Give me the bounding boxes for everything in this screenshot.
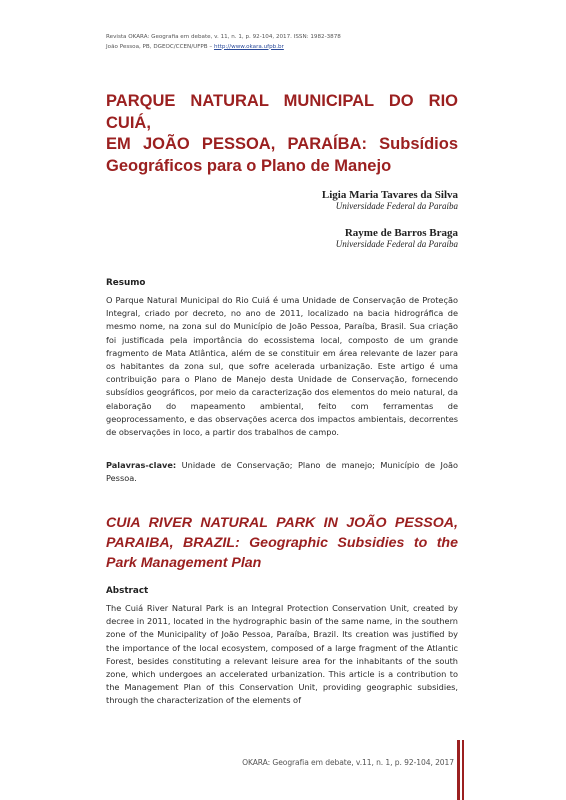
resumo-heading: Resumo [106, 278, 146, 288]
footer-accent-bar-thin [462, 740, 464, 800]
abstract-heading: Abstract [106, 586, 149, 596]
article-title [106, 91, 458, 177]
article-title-line-1: PARQUE NATURAL MUNICIPAL DO RIO CUIÁ, [106, 92, 458, 132]
resumo-text: O Parque Natural Municipal do Rio Cuiá é uma Unidade de Conservação de Proteção Integral, criado por decreto, no ano de 2011, localizado na bacia hidrográfica de mesmo nome, na zona sul do Município de João Pessoa, Paraíba, Brasil. Sua criação foi justificada pela importância do ecossistema local, composto de um grande fragmento de Mata Atlântica, além de se constituir em área relevante de lazer para os habitantes da zona sul, que sofre acelerada urbanização. Este artigo é uma contribuição para o Plano de Manejo desta Unidade de Conservação, fornecendo subsídios geográficos, por meio da caracterização dos elementos do meio natural, da elaboração do mapeamento ambiental, feito com ferramentas de geoprocessamento, e das observações acerca dos impactos ambientais, decorrentes de observações in loco, a partir dos trabalhos de campo. [106, 295, 458, 438]
author-2-affiliation: Universidade Federal da Paraíba [335, 239, 458, 249]
article-title-line-2: EM JOÃO PESSOA, PARAÍBA: Subsídios [106, 135, 458, 153]
keywords-label: Palavras-clave: [106, 460, 177, 470]
english-title [106, 513, 458, 573]
author-1-name: Ligia Maria Tavares da Silva [321, 189, 458, 201]
page-footer: OKARA: Geografia em debate, v.11, n. 1, p. 92-104, 2017 [242, 758, 454, 767]
journal-citation: Revista OKARA: Geografia em debate, v. 11, n. 1, p. 92-104, 2017. ISSN: 1982-3878 [106, 34, 341, 40]
author-1 [322, 189, 458, 212]
author-2-name: Rayme de Barros Braga [344, 227, 458, 239]
english-title-line-2: PARAIBA, BRAZIL: Geographic Subsidies to the [106, 535, 458, 551]
journal-header [106, 33, 386, 52]
english-title-line-3: Park Management Plan [106, 555, 262, 571]
journal-location [106, 43, 386, 53]
keywords-paragraph [106, 459, 458, 485]
abstract-text: The Cuiá River Natural Park is an Integral Protection Conservation Unit, created by decree in 2011, located in the hydrographic basin of the same name, in the southern zone of the Municipality of João Pessoa, Paraíba, Brazil. Its creation was justified by the importance of the local ecosystem, composed of a large fragment of the Atlantic Forest, besides constituting a relevant leisure area for the inhabitants of the south zone, which undergoes an accelerated urbanization. This article is a contribution to the Management Plan of this Conservation Unit, providing geographic subsidies, through the characterization of the elements of [106, 603, 458, 706]
author-1-affiliation: Universidade Federal da Paraíba [335, 201, 458, 211]
footer-accent-bar [457, 740, 460, 800]
keywords-text: Unidade de Conservação; Plano de manejo; Município de João Pessoa. [106, 460, 458, 484]
author-2 [336, 227, 458, 250]
journal-location-text: João Pessoa, PB, DGEOC/CCEN/UFPB – [106, 43, 214, 50]
english-title-line-1: CUIA RIVER NATURAL PARK IN JOÃO PESSOA, [106, 515, 458, 531]
article-title-line-3: Geográficos para o Plano de Manejo [106, 156, 392, 175]
journal-url-link[interactable]: http://www.okara.ufpb.br [213, 43, 284, 50]
